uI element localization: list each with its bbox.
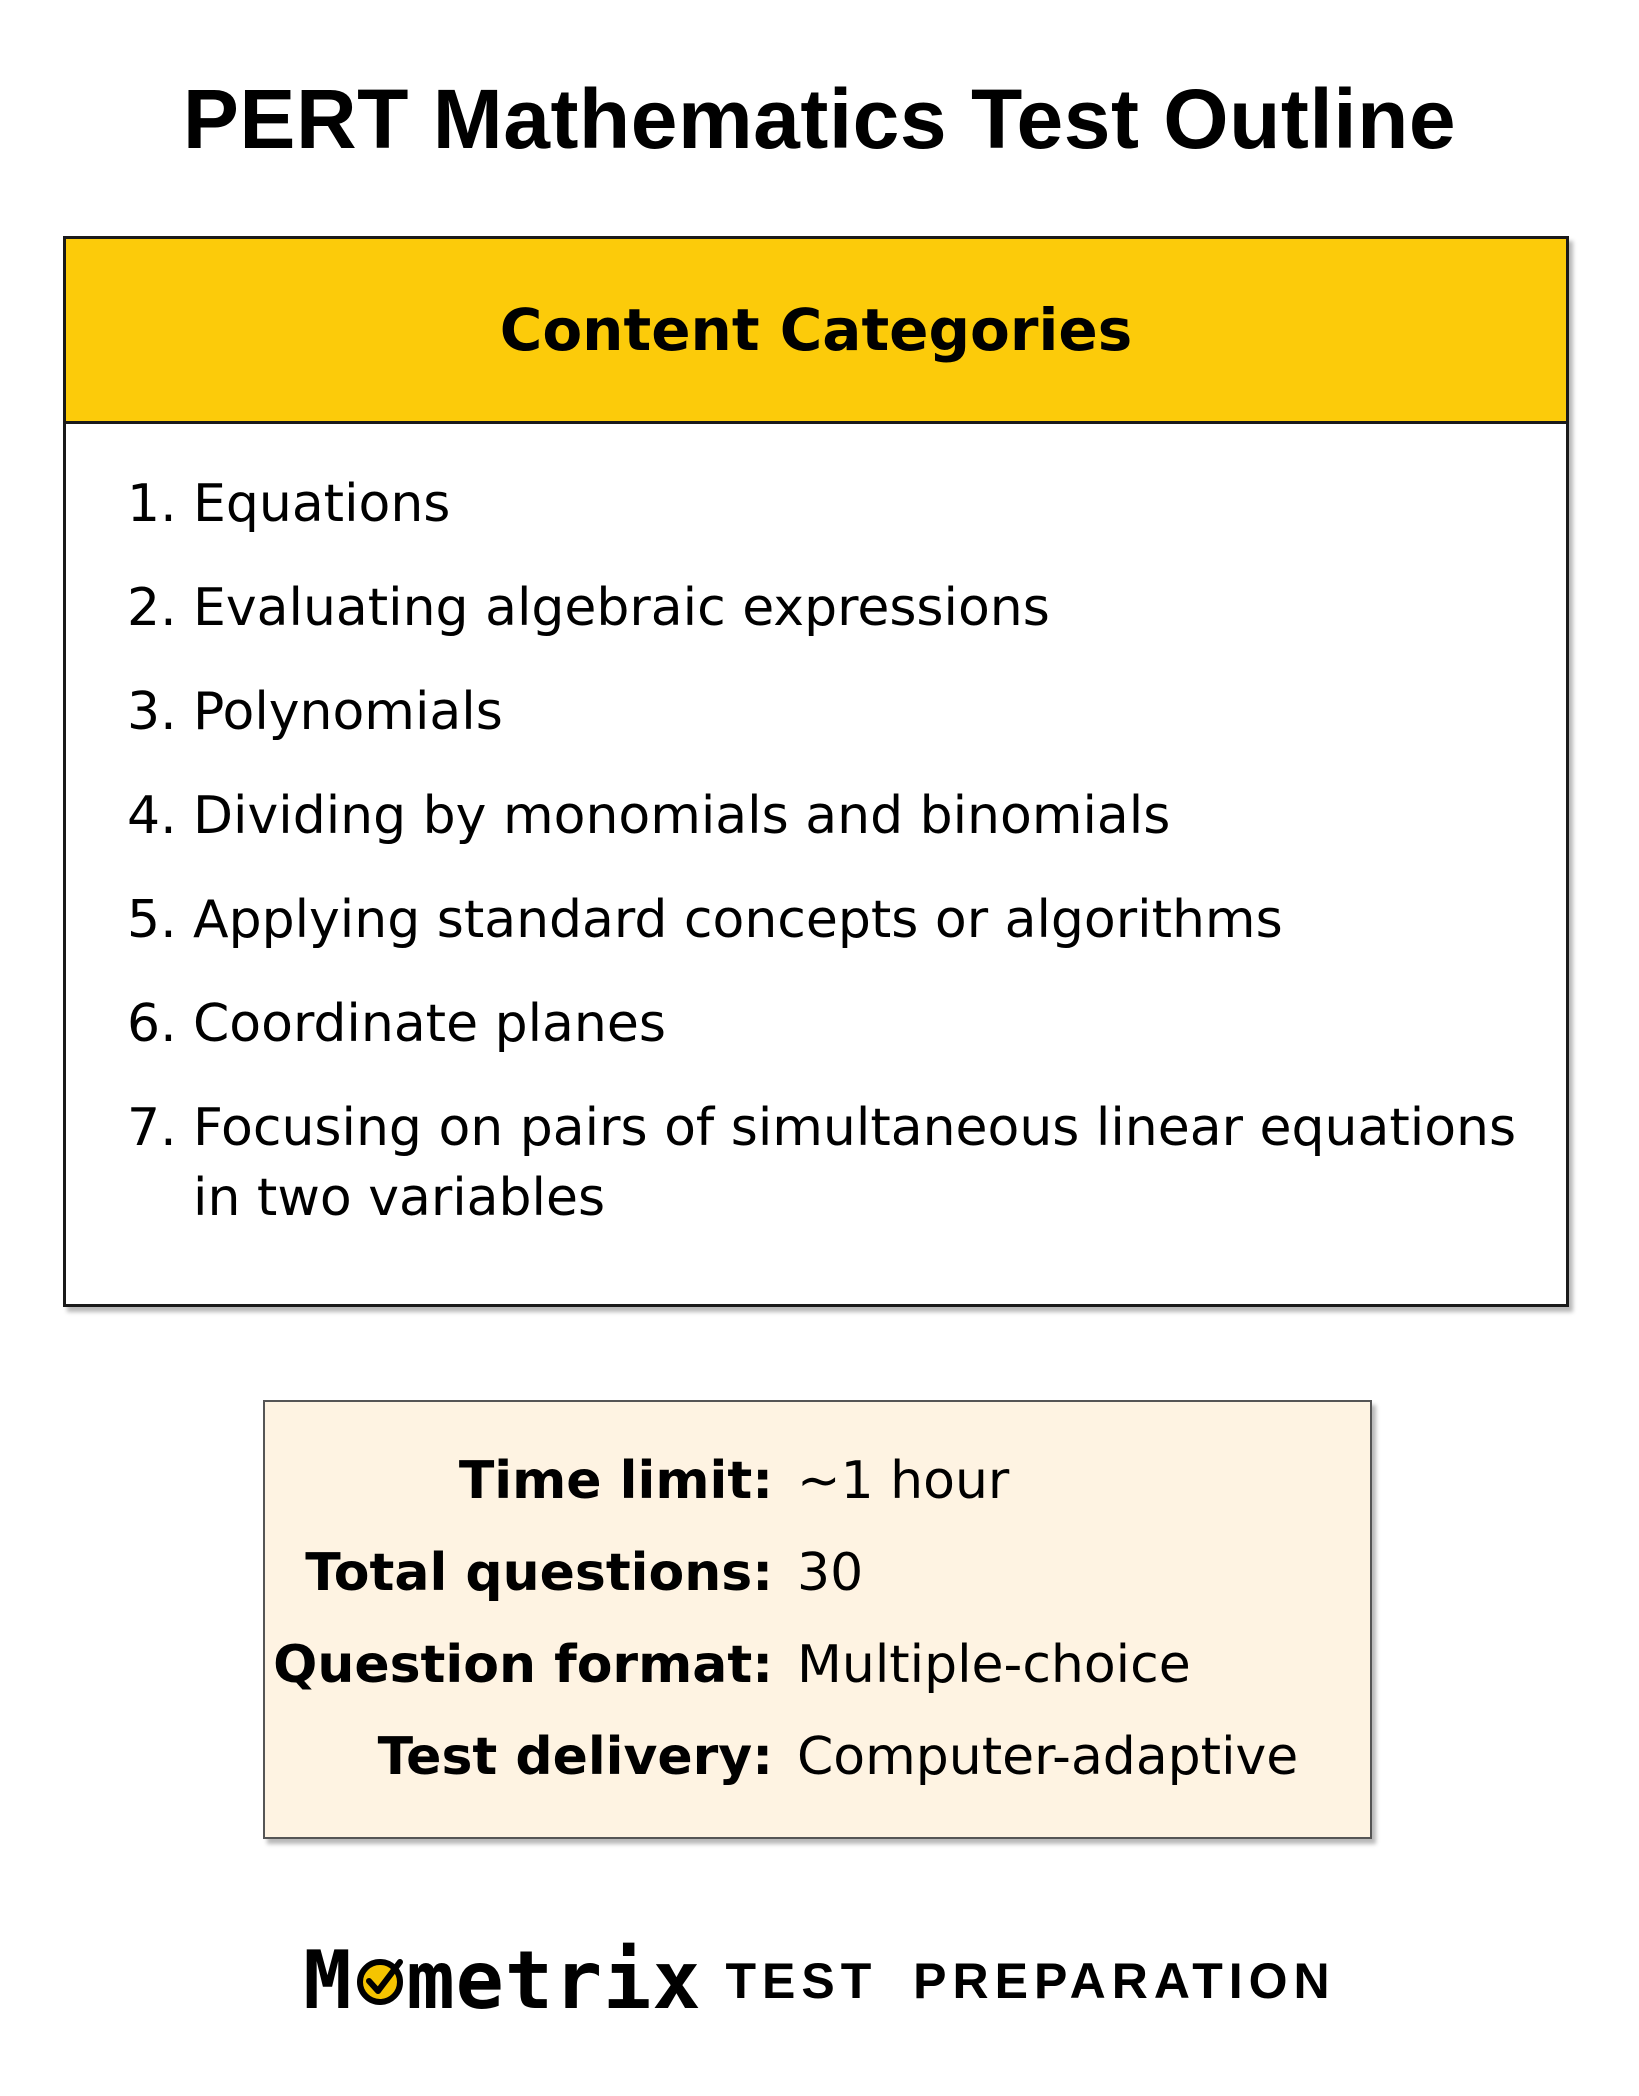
info-value: Multiple-choice	[797, 1635, 1191, 1695]
brand-name	[303, 1934, 701, 2027]
list-item-text: Focusing on pairs of simultaneous linear equations in two variables	[193, 1098, 1517, 1228]
list-item-text: Applying standard concepts or algorithms	[193, 890, 1283, 950]
brand-tagline: TEST PREPARATION	[725, 1952, 1336, 2009]
info-row-total-questions	[265, 1538, 1370, 1608]
info-row-question-format	[265, 1630, 1370, 1700]
content-categories-list	[127, 469, 1526, 1233]
info-value: ~1 hour	[797, 1451, 1010, 1511]
list-item-number: 6.	[127, 994, 177, 1054]
list-item	[127, 885, 1526, 955]
list-item-text: Evaluating algebraic expressions	[193, 578, 1050, 638]
list-item-number: 5.	[127, 890, 177, 950]
info-label: Time limit:	[458, 1451, 773, 1511]
list-item	[127, 677, 1526, 747]
content-categories-header	[66, 239, 1566, 424]
info-label: Test delivery:	[377, 1727, 773, 1787]
list-item-text: Dividing by monomials and binomials	[193, 786, 1171, 846]
list-item-number: 7.	[127, 1098, 177, 1158]
list-item	[127, 1093, 1526, 1233]
content-categories-box	[63, 236, 1569, 1307]
list-item	[127, 781, 1526, 851]
info-label: Question format:	[273, 1635, 773, 1695]
list-item-text: Polynomials	[193, 682, 503, 742]
list-item-number: 1.	[127, 474, 177, 534]
list-item	[127, 573, 1526, 643]
list-item-text: Equations	[193, 474, 451, 534]
info-value: Computer-adaptive	[797, 1727, 1299, 1787]
brand-suffix: metrix	[406, 1934, 702, 2027]
test-info-box	[263, 1400, 1372, 1839]
mometrix-logo	[0, 1934, 1639, 2027]
list-item	[127, 989, 1526, 1059]
info-label: Total questions:	[305, 1543, 773, 1603]
list-item-text: Coordinate planes	[193, 994, 666, 1054]
info-value: 30	[797, 1543, 864, 1603]
list-item-number: 3.	[127, 682, 177, 742]
checkmark-circle-icon	[355, 1956, 405, 2006]
list-item-number: 2.	[127, 578, 177, 638]
brand-prefix: M	[303, 1934, 353, 2027]
info-row-time-limit	[265, 1446, 1370, 1516]
info-row-test-delivery	[265, 1722, 1370, 1792]
page-title: PERT Mathematics Test Outline	[182, 72, 1457, 166]
list-item-number: 4.	[127, 786, 177, 846]
content-categories-heading: Content Categories	[499, 296, 1133, 364]
list-item	[127, 469, 1526, 539]
